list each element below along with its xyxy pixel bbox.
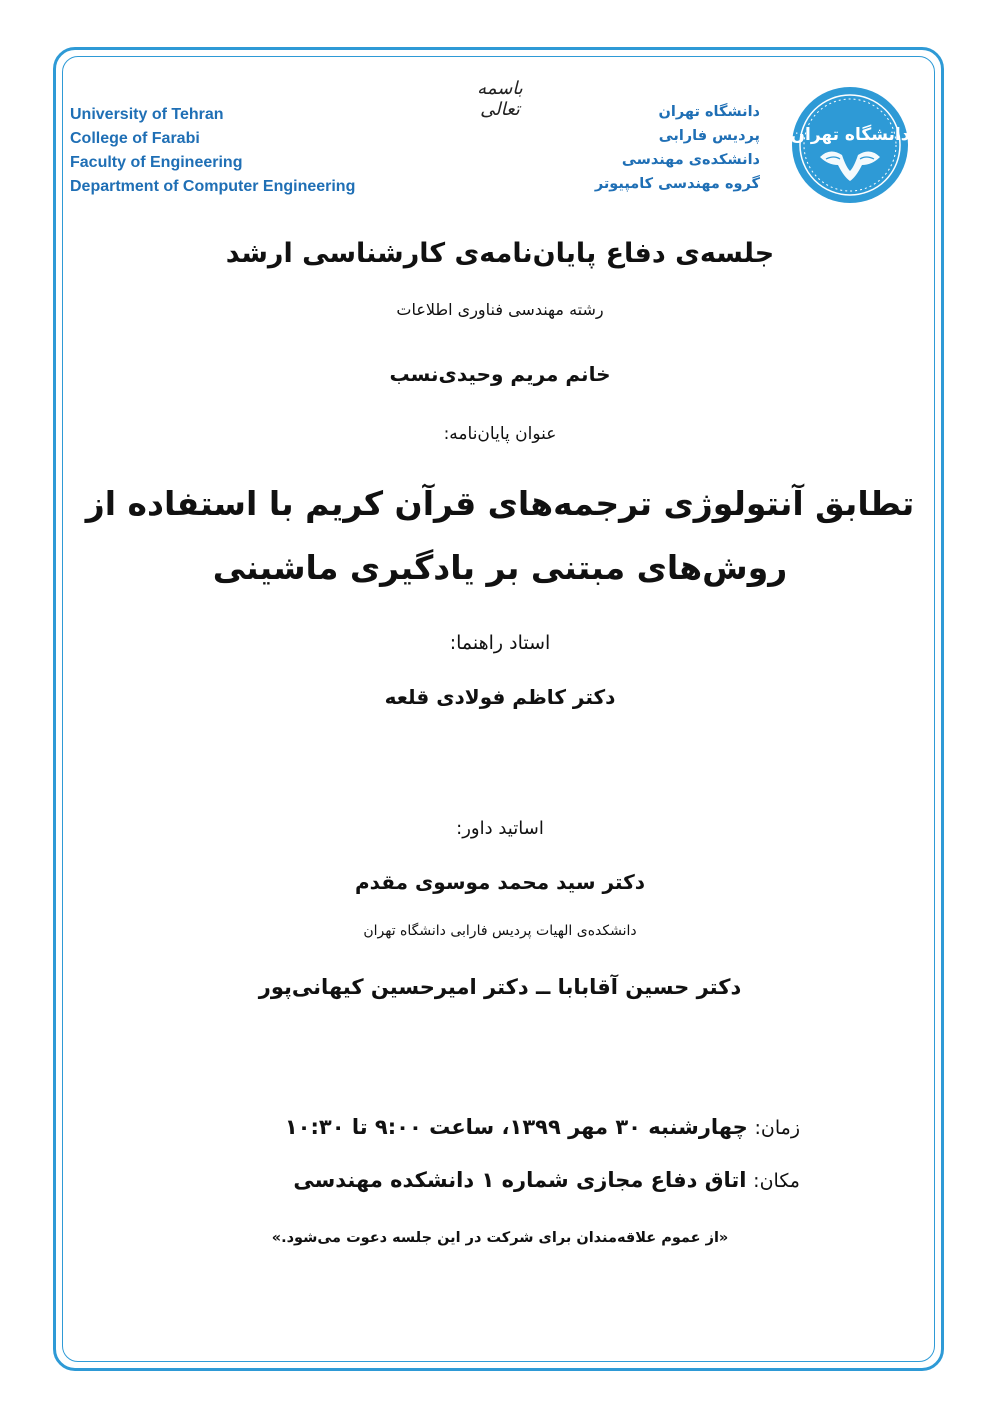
thesis-title-label: عنوان پایان‌نامه:	[443, 424, 557, 444]
time-line	[80, 1115, 800, 1139]
persian-department: گروه مهندسی کامپیوتر	[594, 176, 760, 192]
seal-text: دانشگاه تهران	[790, 125, 910, 145]
university-seal-icon	[790, 85, 910, 205]
basmala-calligraphy: باسمه تعالی	[477, 78, 523, 120]
place-label: مکان:	[753, 1170, 800, 1192]
invitation-note: «از عموم علاقه‌مندان برای شرکت در این جلسه دعوت می‌شود.»	[271, 1230, 729, 1246]
advisor-name: دکتر کاظم فولادی قلعه	[384, 685, 616, 709]
student-name: خانم مریم وحیدی‌نسب	[389, 362, 611, 386]
reviewers-label: اساتید داور:	[456, 818, 544, 839]
english-header	[70, 103, 355, 199]
persian-faculty: دانشکده‌ی مهندسی	[621, 152, 760, 168]
english-department: Department of Computer Engineering	[70, 178, 356, 195]
persian-header	[595, 100, 760, 196]
persian-university: دانشگاه تهران	[658, 104, 760, 120]
time-value: چهارشنبه ۳۰ مهر ۱۳۹۹، ساعت ۹:۰۰ تا ۱۰:۳۰	[284, 1115, 748, 1139]
thesis-title-line1: تطابق آنتولوژی ترجمه‌های قرآن کریم با استفاده از	[85, 484, 915, 523]
place-value: اتاق دفاع مجازی شماره ۱ دانشکده مهندسی	[293, 1168, 747, 1192]
reviewers-2-3: دکتر حسین آقابابا ــ دکتر امیرحسین کیهانی‌پور	[258, 975, 742, 999]
advisor-label: استاد راهنما:	[449, 632, 551, 654]
time-label: زمان:	[754, 1117, 800, 1139]
persian-college: پردیس فارابی	[658, 128, 760, 144]
field-of-study: رشته مهندسی فناوری اطلاعات	[396, 300, 604, 319]
reviewer-1-name: دکتر سید محمد موسوی مقدم	[355, 870, 645, 894]
reviewer-1-affiliation: دانشکده‌ی الهیات پردیس فارابی دانشگاه تهران	[363, 923, 637, 939]
main-title: جلسه‌ی دفاع پایان‌نامه‌ی کارشناسی ارشد	[225, 238, 775, 269]
english-university: University of Tehran	[70, 106, 224, 123]
english-college: College of Farabi	[70, 130, 200, 147]
thesis-title-line2: روش‌های مبتنی بر یادگیری ماشینی	[212, 548, 788, 587]
place-line	[80, 1168, 800, 1192]
english-faculty: Faculty of Engineering	[70, 154, 243, 171]
